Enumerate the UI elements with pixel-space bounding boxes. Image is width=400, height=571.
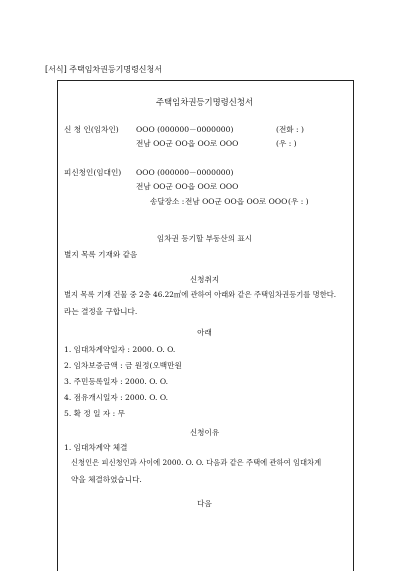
reason-item-title: 1. 임대차계약 체결	[64, 443, 128, 452]
reason-heading: 신청이유	[189, 428, 220, 437]
document-title: 주택임차권등기명령신청서	[155, 97, 254, 107]
purpose-line-1: 별지 목록 기재 건물 중 2층 46.22㎡에 관하여 아래와 같은 주택임차권등기를 명한다.	[64, 290, 337, 299]
reason-line-1: 신청인은 피신청인과 사이에 2000. O. O. 다음과 같은 주택에 관하여 임대차계	[71, 458, 322, 467]
next-heading: 다음	[197, 499, 212, 508]
applicant-phone: (전화 : )	[276, 125, 304, 134]
below-item: 5. 확 정 일 자 : 무	[64, 409, 125, 418]
respondent-address: 전남 OO군 OO읍 OO로 OOO	[136, 182, 239, 191]
property-heading: 임차권 등기할 부동산의 표시	[156, 234, 253, 243]
applicant-label: 신 청 인(임차인)	[64, 125, 119, 134]
below-heading: 아래	[197, 328, 212, 337]
delivery-label: 송달장소 :	[150, 197, 185, 206]
delivery-zip: (우 : )	[288, 197, 309, 206]
below-item: 2. 임차보증금액 : 금 원정(오백만원	[64, 361, 182, 370]
applicant-value: OOO (000000－0000000)	[136, 125, 234, 134]
purpose-heading: 신청취지	[189, 275, 220, 284]
property-text: 별지 목록 기재와 같음	[64, 250, 138, 259]
below-item: 4. 점유개시일자 : 2000. O. O.	[64, 393, 169, 402]
applicant-zip: (우 : )	[276, 139, 297, 148]
purpose-line-2: 라는 결정을 구합니다.	[64, 307, 138, 316]
respondent-value: OOO (000000－0000000)	[136, 168, 234, 177]
below-item: 1. 임대차계약일자 : 2000. O. O.	[64, 345, 176, 354]
applicant-address: 전남 OO군 OO읍 OO로 OOO	[136, 139, 239, 148]
delivery-address: 전남 OO군 OO읍 OO로 OOO	[185, 197, 288, 206]
respondent-label: 피신청인(임대인)	[64, 168, 122, 177]
form-caption: [서식] 주택임차권등기명령신청서	[45, 65, 162, 74]
reason-line-2: 약을 체결하였습니다.	[71, 475, 142, 484]
below-item: 3. 주민등록일자 : 2000. O. O.	[64, 377, 169, 386]
